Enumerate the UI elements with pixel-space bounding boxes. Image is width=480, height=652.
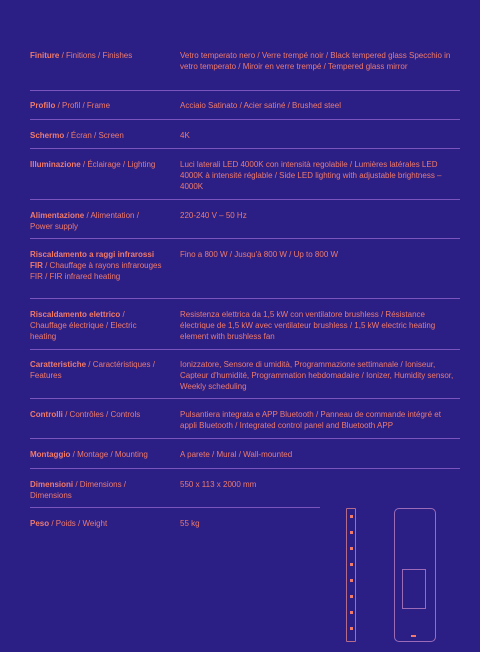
spec-label: Illuminazione / Éclairage / Lighting <box>30 160 156 169</box>
divider <box>30 349 460 350</box>
spec-value: Luci laterali LED 4000K con intensità regolabile / Lumières latérales LED 4000K à intensité réglable / Side LED lighting with adjustable brightness – 4000K <box>180 160 442 191</box>
spec-value: 4K <box>180 131 190 140</box>
spec-label: Caratteristiche / Caractéristiques / Features <box>30 360 155 380</box>
spec-value: Ionizzatore, Sensore di umidità, Programmazione settimanale / Ioniseur, Capteur d'humidité, Programmation hebdomadaire / Ionizer, Humidity sensor, Weekly scheduling <box>180 360 454 391</box>
spec-label: Dimensioni / Dimensions / Dimensions <box>30 480 127 500</box>
spec-row-power <box>30 210 460 232</box>
spec-row-features <box>30 359 460 392</box>
divider <box>30 238 460 239</box>
divider <box>30 199 460 200</box>
spec-row-electric-heating <box>30 309 460 342</box>
spec-label: Finiture / Finitions / Finishes <box>30 51 133 60</box>
divider <box>30 119 460 120</box>
divider <box>30 298 460 299</box>
spec-label: Profilo / Profil / Frame <box>30 101 111 110</box>
divider <box>30 438 460 439</box>
divider <box>30 507 320 508</box>
spec-value: Resistenza elettrica da 1,5 kW con ventilatore brushless / Résistance électrique de 1,5 kW avec ventilateur brushless / 1,5 kW electric heating element with brushless fan <box>180 310 436 341</box>
spec-label: Peso / Poids / Weight <box>30 519 108 528</box>
spec-value: 55 kg <box>180 519 200 528</box>
spec-value: Vetro temperato nero / Verre trempé noir / Black tempered glass Specchio in vetro temperato / Miroir en verre trempé / Tempered glass mirror <box>180 51 451 71</box>
spec-value: Fino a 800 W / Jusqu'à 800 W / Up to 800 W <box>180 250 339 259</box>
divider <box>30 468 460 469</box>
control-button-mark <box>411 635 416 637</box>
spec-value: 550 x 113 x 2000 mm <box>180 480 257 489</box>
spec-value: A parete / Mural / Wall-mounted <box>180 450 293 459</box>
divider <box>30 398 460 399</box>
spec-row-fir-heating <box>30 249 460 282</box>
spec-row-frame <box>30 100 460 111</box>
spec-row-lighting <box>30 159 460 192</box>
product-side-view-drawing <box>346 508 356 642</box>
spec-row-mounting <box>30 449 460 460</box>
spec-row-controls <box>30 409 460 431</box>
spec-row-dimensions <box>30 479 460 501</box>
spec-label: Controlli / Contrôles / Controls <box>30 410 141 419</box>
spec-value: Pulsantiera integrata e APP Bluetooth / Panneau de commande intégré et appli Bluetooth / Integrated control panel and Bluetooth APP <box>180 410 441 430</box>
spec-row-finishes <box>30 50 460 72</box>
spec-value: Acciaio Satinato / Acier satiné / Brushed steel <box>180 101 341 110</box>
spec-label: Riscaldamento elettrico / Chauffage électrique / Electric heating <box>30 310 137 341</box>
spec-row-screen <box>30 130 460 141</box>
divider <box>30 148 460 149</box>
spec-label: Riscaldamento a raggi infrarossi FIR / Chauffage à rayons infrarouges FIR / FIR infrared heating <box>30 250 162 281</box>
spec-label: Montaggio / Montage / Mounting <box>30 450 148 459</box>
screen-outline <box>402 569 426 609</box>
spec-label: Alimentazione / Alimentation / Power supply <box>30 211 139 231</box>
spec-value: 220-240 V – 50 Hz <box>180 211 247 220</box>
divider <box>30 90 460 91</box>
spec-label: Schermo / Écran / Screen <box>30 131 124 140</box>
product-front-view-drawing <box>394 508 436 642</box>
